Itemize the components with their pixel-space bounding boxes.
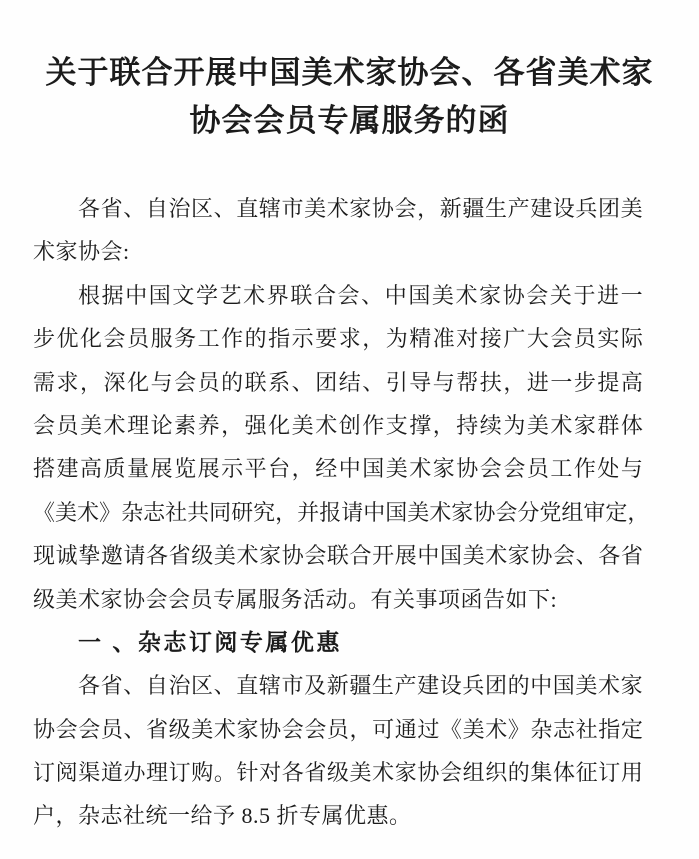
document-body [33, 187, 650, 838]
intro-paragraph-line-2: 步 优 化 会 员 服 务 工 作 的 指 示 要 求 ， 为 精 准 对 接 广 大 会 员 实 际 [33, 326, 643, 352]
document-title [0, 0, 699, 145]
intro-paragraph-line-8: 级美术家协会会员专属服务活动。有关事项函告如下: [33, 586, 558, 612]
salutation-line-1: 各 省 、 自 治 区 、 直 辖 市 美 术 家 协 会 ， 新 疆 生 产 建 设 兵 团 美 [78, 196, 643, 221]
title-line-2: 协会会员专属服务的函 [189, 103, 510, 138]
intro-paragraph-line-4: 会 员 美 术 理 论 素 养 ， 强 化 美 术 创 作 支 撑 ， 持 续 为 美 术 家 群 体 [33, 412, 643, 438]
intro-paragraph-line-7: 现 诚 挚 邀 请 各 省 级 美 术 家 协 会 联 合 开 展 中 国 美 术 家 协 会 、 各 省 [33, 543, 643, 569]
section-1-line-2: 协 会 会 员 、 省 级 美 术 家 协 会 会 员 ， 可 通 过 《 美 术 》 杂 志 社 指 定 [33, 716, 643, 742]
section-1-heading: 一 、杂志订阅专属优惠 [78, 628, 342, 655]
section-1-line-3: 订 阅 渠 道 办 理 订 购 。 针 对 各 省 级 美 术 家 协 会 组 织 的 集 体 征 订 用 [33, 760, 643, 786]
intro-paragraph-line-3: 需 求 ， 深 化 与 会 员 的 联 系 、 团 结 、 引 导 与 帮 扶 ， 进 一 步 提 高 [33, 369, 643, 395]
section-1-line-4: 户，杂志社统一给予 8.5 折专属优惠。 [33, 803, 412, 829]
intro-paragraph-line-1: 根 据 中 国 文 学 艺 术 界 联 合 会 、 中 国 美 术 家 协 会 关 于 进 一 [78, 282, 643, 308]
section-1-line-1: 各 省 、 自 治 区 、 直 辖 市 及 新 疆 生 产 建 设 兵 团 的 中 国 美 术 家 [78, 673, 643, 699]
intro-paragraph-line-5: 搭 建 高 质 量 展 览 展 示 平 台 ， 经 中 国 美 术 家 协 会 会 员 工 作 处 与 [33, 456, 643, 482]
title-line-1: 关于联合开展中国美术家协会、各省美术家 [45, 55, 654, 90]
intro-paragraph-line-6: 《 美 术 》 杂 志 社 共 同 研 究 ， 并 报 请 中 国 美 术 家 协 会 分 党 组 审 定 ， [33, 499, 650, 525]
salutation-line-2: 术家协会: [33, 239, 130, 265]
